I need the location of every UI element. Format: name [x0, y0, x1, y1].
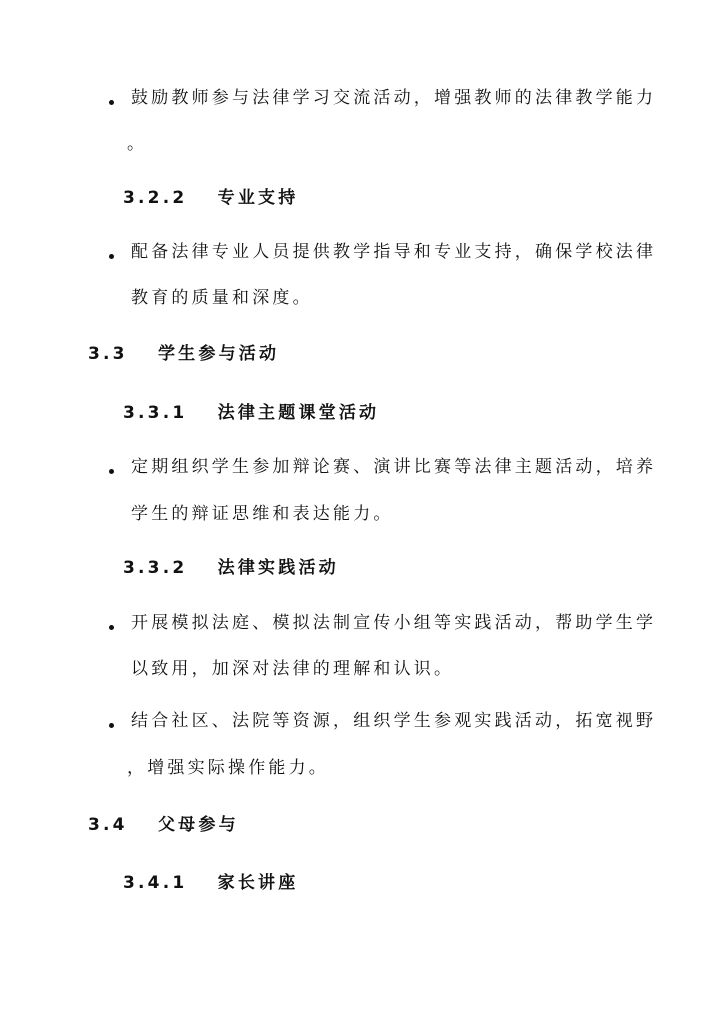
- paragraph-line: 结合社区、法院等资源，组织学生参观实践活动，拓宽视野: [131, 711, 657, 731]
- paragraph-line: 。: [127, 134, 148, 154]
- heading-title: 法律主题课堂活动: [217, 403, 380, 423]
- paragraph-line: 学生的辩证思维和表达能力。: [131, 504, 394, 524]
- paragraph-line: 鼓励教师参与法律学习交流活动，增强教师的法律教学能力: [131, 88, 657, 108]
- heading-number: 3.3: [88, 344, 128, 364]
- heading-number: 3.3.2: [123, 558, 188, 578]
- heading-title: 法律实践活动: [217, 558, 339, 578]
- heading-number: 3.3.1: [123, 403, 188, 423]
- heading-number: 3.2.2: [123, 188, 188, 208]
- heading-number: 3.4.1: [123, 873, 188, 893]
- bullet-dot: [109, 254, 114, 259]
- section-heading-3-4-1: [123, 873, 298, 893]
- paragraph-line: ，增强实际操作能力。: [127, 758, 329, 778]
- section-heading-3-3: [88, 344, 279, 364]
- heading-number: 3.4: [88, 815, 128, 835]
- bullet-dot: [109, 100, 114, 105]
- paragraph-line: 配备法律专业人员提供教学指导和专业支持，确保学校法律: [131, 242, 657, 262]
- heading-title: 专业支持: [217, 188, 299, 208]
- section-heading-3-4: [88, 815, 239, 835]
- paragraph-line: 以致用，加深对法律的理解和认识。: [131, 659, 455, 679]
- heading-title: 学生参与活动: [157, 344, 280, 364]
- section-heading-3-2-2: [123, 188, 298, 208]
- bullet-dot: [109, 469, 114, 474]
- heading-title: 家长讲座: [217, 873, 299, 893]
- section-heading-3-3-1: [123, 403, 379, 423]
- bullet-dot: [109, 723, 114, 728]
- paragraph-line: 定期组织学生参加辩论赛、演讲比赛等法律主题活动，培养: [131, 457, 657, 477]
- paragraph-line: 教育的质量和深度。: [131, 288, 313, 308]
- section-heading-3-3-2: [123, 558, 339, 578]
- heading-title: 父母参与: [157, 815, 239, 835]
- bullet-dot: [109, 625, 114, 630]
- paragraph-line: 开展模拟法庭、模拟法制宣传小组等实践活动，帮助学生学: [131, 613, 657, 633]
